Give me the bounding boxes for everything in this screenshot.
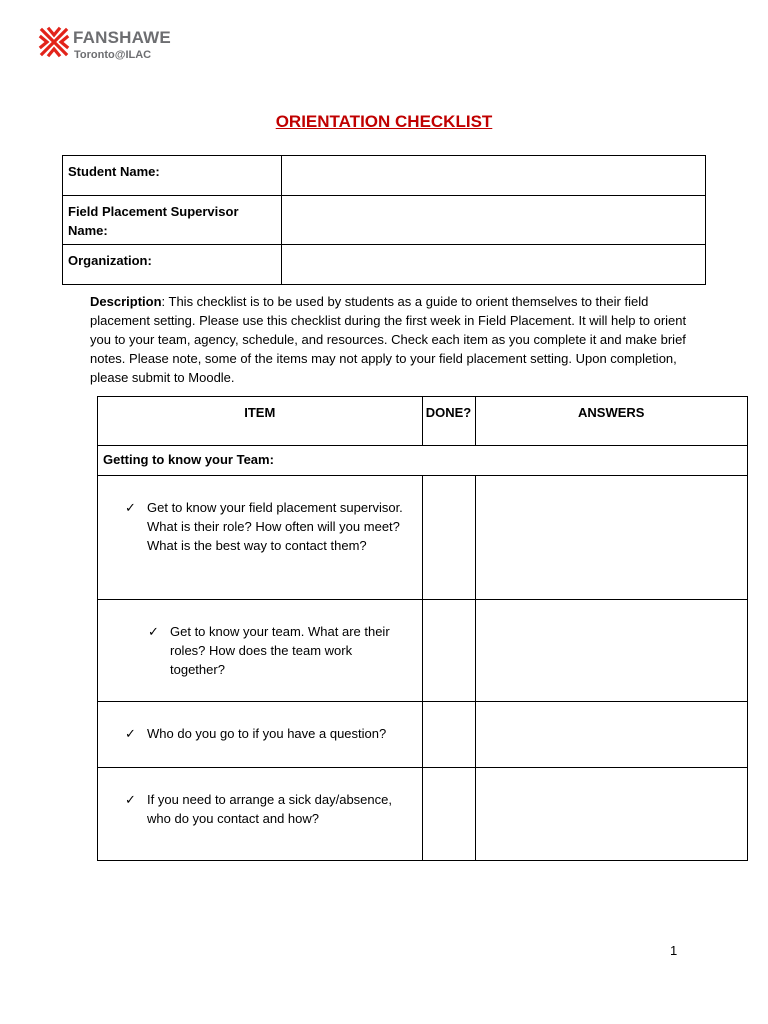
checkmark-icon: ✓ [125,792,136,807]
table-row [98,768,748,861]
student-name-field[interactable] [282,156,706,196]
supervisor-name-label: Field Placement Supervisor Name: [63,196,282,245]
checkmark-icon: ✓ [125,726,136,741]
done-cell[interactable] [422,476,475,600]
answer-cell[interactable] [475,600,748,702]
answer-cell[interactable] [475,768,748,861]
info-row-student-name [63,156,706,196]
item-cell [98,600,423,702]
done-cell[interactable] [422,702,475,768]
organization-field[interactable] [282,245,706,285]
item-cell [98,702,423,768]
supervisor-name-field[interactable] [282,196,706,245]
description-label: Description [90,294,162,309]
answer-cell[interactable] [475,702,748,768]
checklist-header-row [98,397,748,446]
student-name-label: Student Name: [63,156,282,196]
done-column-header: DONE? [422,397,475,446]
answers-column-header: ANSWERS [475,397,748,446]
logo-subtitle: Toronto@ILAC [74,49,152,61]
description-paragraph [90,292,690,387]
student-info-table [62,155,706,285]
item-text: If you need to arrange a sick day/absence, who do you contact and how? [147,792,392,826]
organization-label: Organization: [63,245,282,285]
description-text: : This checklist is to be used by students as a guide to orient themselves to their field placement setting. Please use this checklist during the first week in Field Placement. It will help to orient you to your team, agency, schedule, and resources. Check each item as you complete it and make brief notes. Please note, some of the items may not apply to your field placement setting. Upon completion, please submit to Moodle. [90,294,687,385]
item-text: Get to know your field placement supervisor. What is their role? How often will you meet? What is the best way to contact them? [147,500,403,553]
item-cell [98,768,423,861]
section-row [98,446,748,476]
item-column-header: ITEM [98,397,423,446]
fanshawe-logo [38,26,171,61]
checklist-item [125,498,410,555]
checkmark-icon: ✓ [148,624,159,639]
table-row [98,600,748,702]
fanshawe-mark-icon [38,26,70,58]
orientation-checklist-table [97,396,748,861]
logo-name: FANSHAWE [73,28,171,47]
info-row-organization [63,245,706,285]
checklist-item [125,724,410,743]
info-row-supervisor-name [63,196,706,245]
item-text: Get to know your team. What are their roles? How does the team work together? [170,624,390,677]
table-row [98,476,748,600]
done-cell[interactable] [422,600,475,702]
done-cell[interactable] [422,768,475,861]
checkmark-icon: ✓ [125,500,136,515]
section-title: Getting to know your Team: [98,446,748,476]
item-cell [98,476,423,600]
page-title: ORIENTATION CHECKLIST [275,112,493,131]
page-number: 1 [670,943,678,958]
checklist-item [125,790,410,828]
item-text: Who do you go to if you have a question? [147,726,387,741]
checklist-item [148,622,410,679]
answer-cell[interactable] [475,476,748,600]
table-row [98,702,748,768]
